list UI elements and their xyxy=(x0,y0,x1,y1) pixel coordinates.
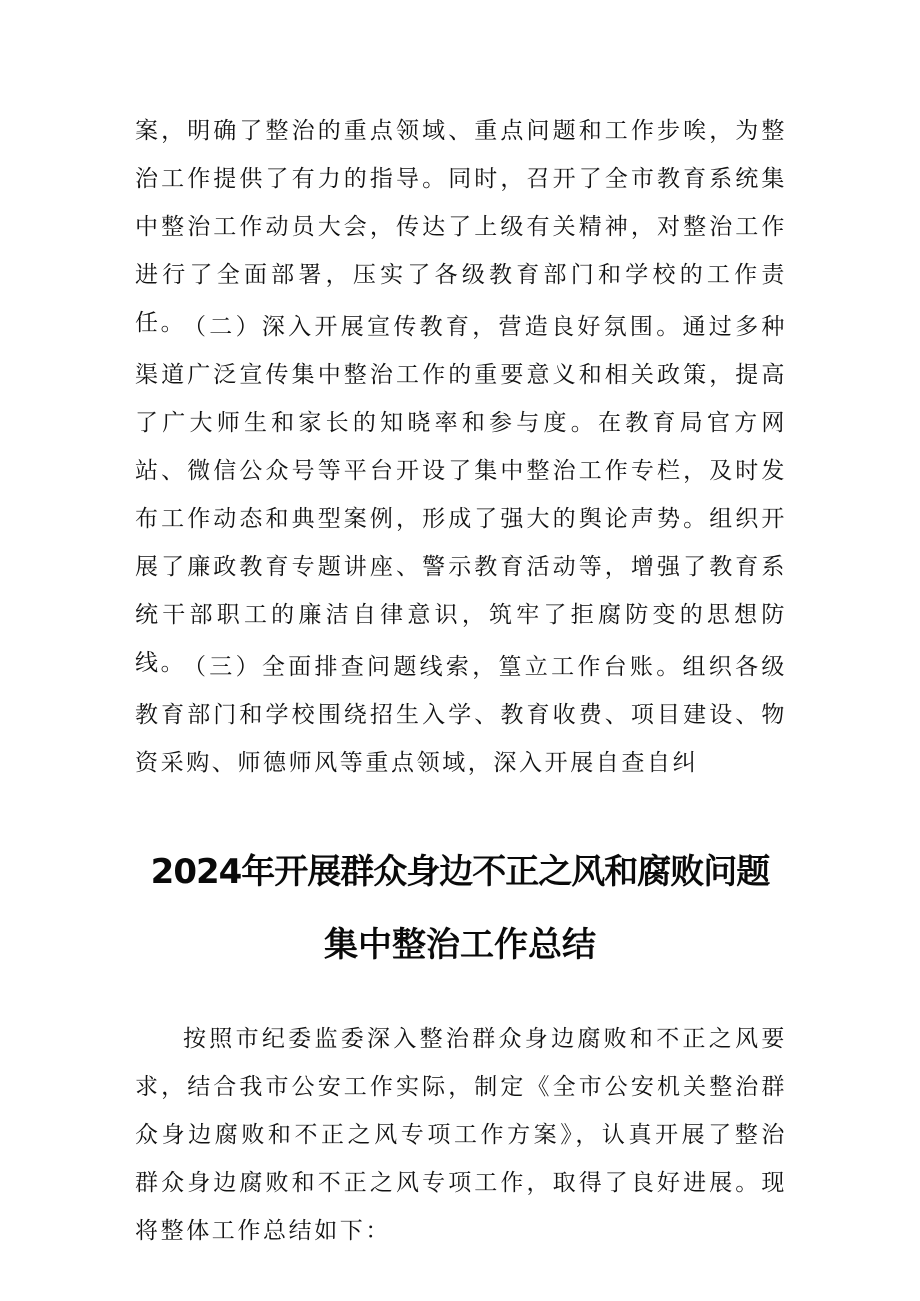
document-title-line-1: 2024年开展群众身边不正之风和腐败问题 xyxy=(150,852,770,892)
intro-paragraph: 按照市纪委监委深入整治群众身边腐败和不正之风要求，结合我市公安工作实际，制定《全市公安机关整治群众身边腐败和不正之风专项工作方案》，认真开展了整治群众身边腐败和不正之风专项工作，取得了良好进展。现将整体工作总结如下： xyxy=(135,1026,787,1244)
body-paragraph-continuation: 案，明确了整治的重点领域、重点问题和工作步唉，为整治工作提供了有力的指导。同时，召开了全市教育系统集中整治工作动员大会，传达了上级有关精神，对整治工作进行了全面部署，压实了各级教育部门和学校的工作责任。 xyxy=(135,118,787,336)
body-paragraph-publicity-education: （二）深入开展宣传教育，营造良好氛围。通过多种渠道广泛宣传集中整治工作的重要意义和相关政策，提高了广大师生和家长的知晓率和参与度。在教育局官方网站、微信公众号等平台开设了集中整治工作专栏，及时发布工作动态和典型案例，形成了强大的舆论声势。组织开展了廉政教育专题讲座、警示教育活动等，增强了教育系统干部职工的廉洁自律意识，筑牢了拒腐防变的思想防线。 xyxy=(135,314,787,676)
document-title-line-2: 集中整治工作总结 xyxy=(324,925,596,965)
body-paragraph-clue-investigation: （三）全面排查问题线索，篁立工作台账。组织各级教育部门和学校围绕招生入学、教育收费、项目建设、物资采购、师德师风等重点领域，深入开展自查自纠 xyxy=(135,654,787,776)
